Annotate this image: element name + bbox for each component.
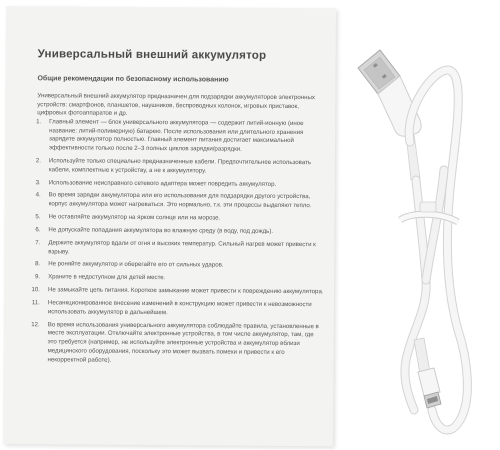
rule-text: Держите аккумулятор вдали от огня и высоких температур. Сильный нагрев может привести к взрыву.: [48, 239, 316, 256]
rule-item: [24, 273, 324, 284]
rule-number: 12.: [31, 320, 40, 328]
rule-item: [25, 157, 325, 177]
instruction-leaflet: [3, 6, 336, 446]
rule-number: 11.: [31, 299, 40, 307]
rule-item: [24, 299, 324, 319]
rule-item: [23, 321, 323, 367]
rule-number: 8.: [35, 260, 41, 268]
rule-text: Не замыкайте цепь питания. Короткое замыкание может привести к повреждению аккумулятора.: [47, 286, 324, 296]
rule-text: Главный элемент — блок универсального аккумулятора — содержит литий-ионную (иное название: литий-полимерную) батарею. После использования или длительного хранения зарядите аккумулятор полностью. Главный элемент питания достигает максимальной эффективности только после 2–3 полных циклов зарядки/разрядки.: [48, 118, 304, 153]
rule-text: Храните в недоступном для детей месте.: [48, 273, 166, 282]
rule-number: 1.: [36, 118, 42, 126]
rule-number: 7.: [35, 239, 41, 247]
rule-number: 4.: [35, 191, 41, 199]
rule-number: 5.: [35, 213, 41, 221]
rule-text: Не оставляйте аккумулятор на ярком солнце или на морозе.: [48, 213, 221, 222]
rule-number: 10.: [31, 286, 41, 294]
rule-text: Не допускайте попадания аккумулятора во влажную среду (в воду, под дождь).: [48, 226, 274, 235]
rule-item: [25, 192, 325, 212]
rule-text: Несанкционированное внесение изменений в конструкцию может привести к невозможности использовать аккумулятор в дальнейшем.: [47, 299, 312, 316]
rule-item: [24, 213, 324, 224]
safety-rules-list: [23, 118, 325, 371]
rule-text: Использование неисправного сетевого адаптера может повредить аккумулятор.: [48, 178, 277, 188]
rule-item: [24, 261, 324, 272]
rule-text: Используйте только специально предназначенные кабели. Предпочтительнее использовать кабели, комплектные к устройству, а не к аккумулятору.: [48, 157, 312, 175]
rule-number: 6.: [35, 226, 41, 234]
rule-text: Во время зарядки аккумулятора или его использования для подзарядки другого устройства, корпус аккумулятора может нагреваться. Это нормально, т.к. эти процессы выделяют тепло.: [48, 191, 312, 210]
leaflet-subtitle: Общие рекомендации по безопасному использованию: [37, 75, 229, 84]
micro-usb-connector: [414, 338, 441, 408]
rule-text: Во время использования универсального аккумулятора соблюдайте правила, установленные в месте эксплуатации. Отключайте электронные устройства, в том числе аккумулятор, там, где это требуется (например, не используйте электронные устройства и аккумулятор вблизи медицинского оборудования, поскольку это может вызвать помехи и привести к его некорректной работе).: [47, 321, 319, 364]
usb-cable: [340, 0, 500, 450]
rule-item: [24, 239, 324, 259]
rule-number: 2.: [35, 157, 41, 165]
leaflet-title: Универсальный внешний аккумулятор: [37, 48, 267, 62]
rule-item: [25, 179, 325, 190]
rule-item: [24, 226, 324, 237]
rule-number: 9.: [34, 273, 41, 281]
rule-number: 3.: [35, 178, 41, 186]
rule-item: [25, 118, 325, 155]
rule-item: [24, 286, 324, 297]
leaflet-intro: Универсальный внешний аккумулятор предназначен для подзарядки аккумуляторов электронных устройств: смартфонов, планшетов, наушников, беспроводных колонок, игровых приставок, цифровых фотоаппаратов и др.: [37, 92, 316, 118]
rule-text: Не роняйте аккумулятор и оберегайте его от сильных ударов.: [48, 260, 224, 269]
